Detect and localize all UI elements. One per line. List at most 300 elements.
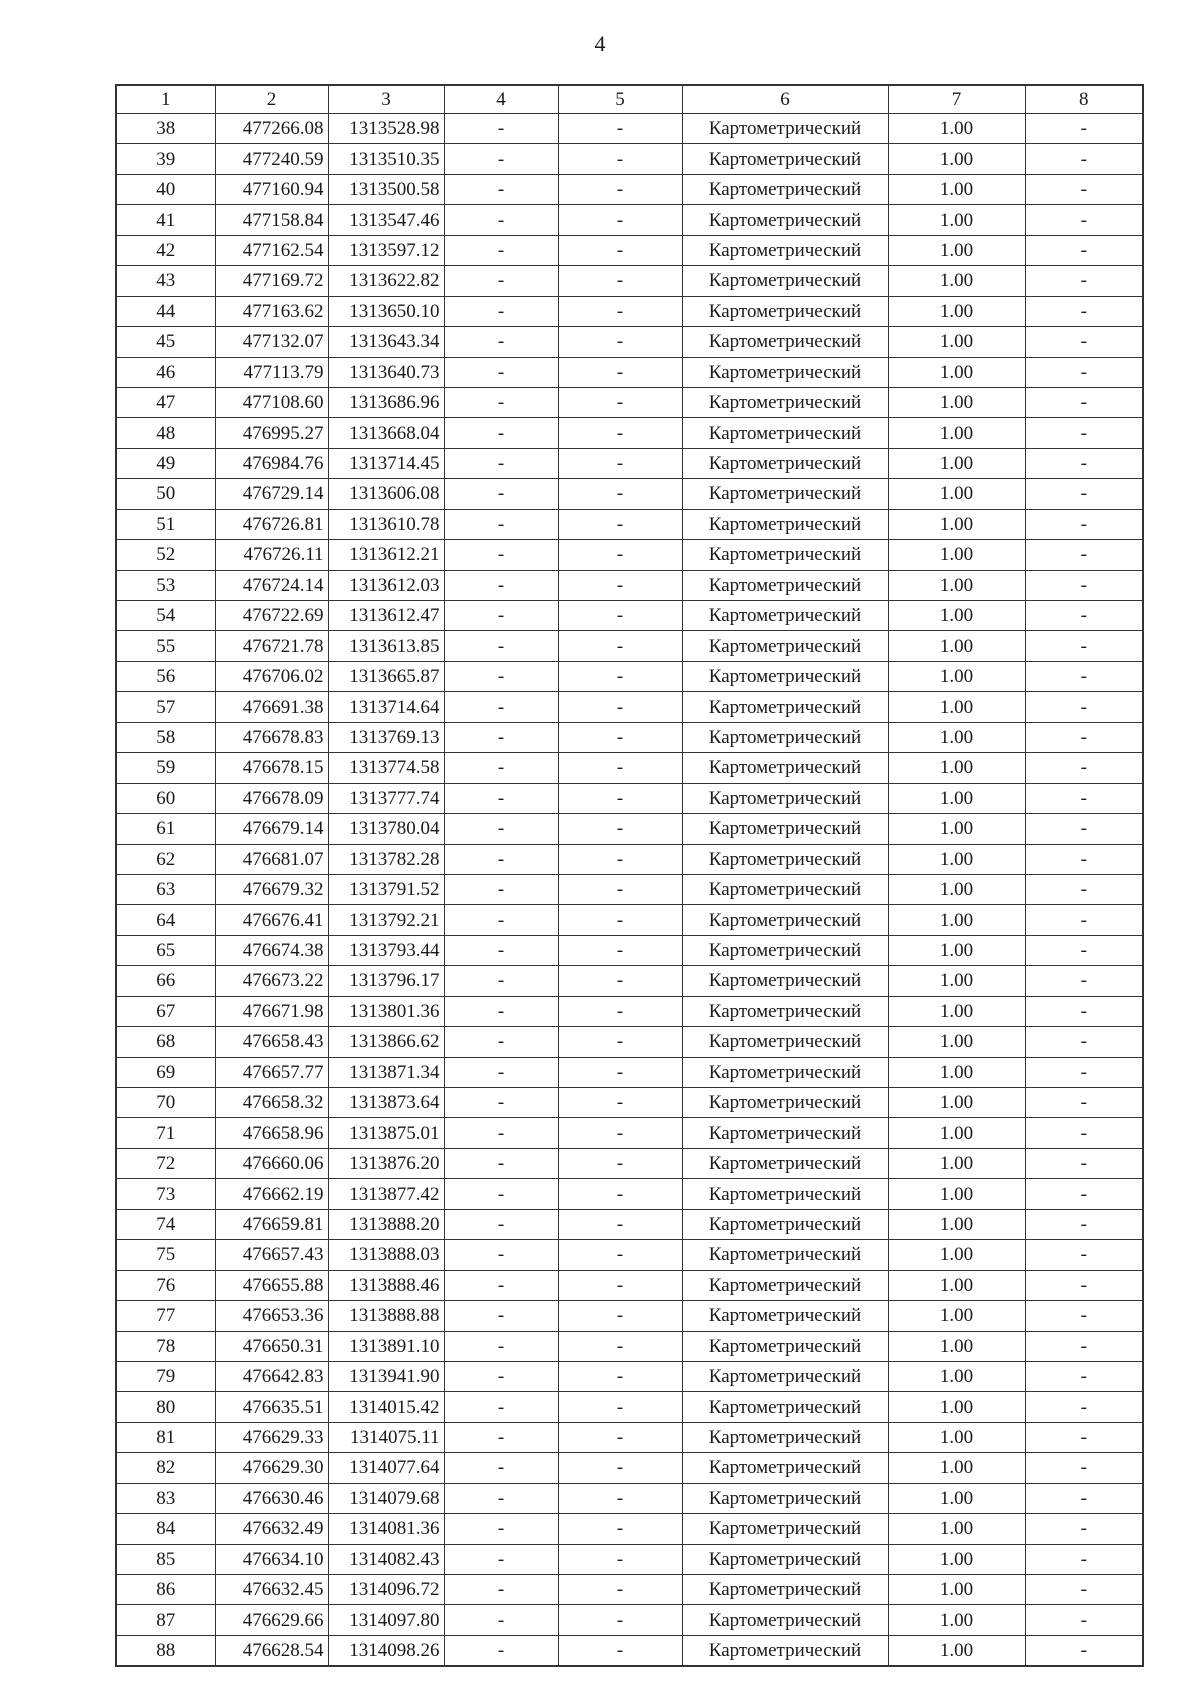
method-cell: Картометрический (682, 905, 888, 935)
point-number-cell: 79 (116, 1361, 215, 1391)
y-coordinate-cell: 1313612.21 (328, 540, 444, 570)
table-row (116, 266, 1143, 296)
accuracy-cell: 1.00 (888, 1635, 1025, 1666)
page-number: 4 (594, 31, 606, 56)
x-coordinate-cell: 476706.02 (215, 661, 328, 691)
accuracy-cell: 1.00 (888, 327, 1025, 357)
y-coordinate-cell: 1313547.46 (328, 205, 444, 235)
column-5-cell: - (558, 357, 682, 387)
accuracy-cell: 1.00 (888, 661, 1025, 691)
table-row (116, 844, 1143, 874)
column-8-cell: - (1025, 1635, 1143, 1666)
y-coordinate-cell: 1314098.26 (328, 1635, 444, 1666)
column-8-cell: - (1025, 844, 1143, 874)
column-5-cell: - (558, 114, 682, 144)
column-4-cell: - (444, 1544, 558, 1574)
column-4-cell: - (444, 1392, 558, 1422)
column-8-cell: - (1025, 296, 1143, 326)
point-number-cell: 88 (116, 1635, 215, 1666)
column-8-cell: - (1025, 966, 1143, 996)
y-coordinate-cell: 1313686.96 (328, 387, 444, 417)
column-8-cell: - (1025, 1209, 1143, 1239)
accuracy-cell: 1.00 (888, 1483, 1025, 1513)
accuracy-cell: 1.00 (888, 1392, 1025, 1422)
column-4-cell: - (444, 448, 558, 478)
table-row (116, 661, 1143, 691)
accuracy-cell: 1.00 (888, 1057, 1025, 1087)
x-coordinate-cell: 476671.98 (215, 996, 328, 1026)
column-4-cell: - (444, 966, 558, 996)
method-cell: Картометрический (682, 1331, 888, 1361)
table-row (116, 479, 1143, 509)
y-coordinate-cell: 1314079.68 (328, 1483, 444, 1513)
accuracy-cell: 1.00 (888, 1514, 1025, 1544)
accuracy-cell: 1.00 (888, 1361, 1025, 1391)
method-cell: Картометрический (682, 1240, 888, 1270)
accuracy-cell: 1.00 (888, 357, 1025, 387)
y-coordinate-cell: 1313622.82 (328, 266, 444, 296)
column-5-cell: - (558, 448, 682, 478)
x-coordinate-cell: 476678.09 (215, 783, 328, 813)
accuracy-cell: 1.00 (888, 1148, 1025, 1178)
method-cell: Картометрический (682, 509, 888, 539)
point-number-cell: 59 (116, 753, 215, 783)
column-8-cell: - (1025, 509, 1143, 539)
column-8-cell: - (1025, 722, 1143, 752)
column-5-cell: - (558, 1088, 682, 1118)
method-cell: Картометрический (682, 1575, 888, 1605)
y-coordinate-cell: 1313668.04 (328, 418, 444, 448)
x-coordinate-cell: 476678.15 (215, 753, 328, 783)
column-4-cell: - (444, 1605, 558, 1635)
method-cell: Картометрический (682, 1209, 888, 1239)
column-8-cell: - (1025, 327, 1143, 357)
accuracy-cell: 1.00 (888, 631, 1025, 661)
column-8-cell: - (1025, 1422, 1143, 1452)
x-coordinate-cell: 476691.38 (215, 692, 328, 722)
column-4-cell: - (444, 1635, 558, 1666)
x-coordinate-cell: 476722.69 (215, 601, 328, 631)
column-header: 8 (1025, 85, 1143, 114)
point-number-cell: 80 (116, 1392, 215, 1422)
column-8-cell: - (1025, 692, 1143, 722)
accuracy-cell: 1.00 (888, 296, 1025, 326)
column-4-cell: - (444, 1453, 558, 1483)
y-coordinate-cell: 1313528.98 (328, 114, 444, 144)
x-coordinate-cell: 476679.14 (215, 814, 328, 844)
accuracy-cell: 1.00 (888, 783, 1025, 813)
column-4-cell: - (444, 509, 558, 539)
x-coordinate-cell: 476659.81 (215, 1209, 328, 1239)
column-8-cell: - (1025, 601, 1143, 631)
x-coordinate-cell: 477158.84 (215, 205, 328, 235)
method-cell: Картометрический (682, 296, 888, 326)
column-5-cell: - (558, 1057, 682, 1087)
point-number-cell: 49 (116, 448, 215, 478)
point-number-cell: 47 (116, 387, 215, 417)
x-coordinate-cell: 476676.41 (215, 905, 328, 935)
y-coordinate-cell: 1313769.13 (328, 722, 444, 752)
point-number-cell: 76 (116, 1270, 215, 1300)
accuracy-cell: 1.00 (888, 540, 1025, 570)
method-cell: Картометрический (682, 144, 888, 174)
method-cell: Картометрический (682, 814, 888, 844)
accuracy-cell: 1.00 (888, 235, 1025, 265)
method-cell: Картометрический (682, 753, 888, 783)
column-5-cell: - (558, 814, 682, 844)
y-coordinate-cell: 1313866.62 (328, 1027, 444, 1057)
x-coordinate-cell: 476658.96 (215, 1118, 328, 1148)
method-cell: Картометрический (682, 722, 888, 752)
table-row (116, 692, 1143, 722)
column-8-cell: - (1025, 357, 1143, 387)
table-row (116, 114, 1143, 144)
y-coordinate-cell: 1313875.01 (328, 1118, 444, 1148)
table-row (116, 1179, 1143, 1209)
x-coordinate-cell: 476655.88 (215, 1270, 328, 1300)
y-coordinate-cell: 1314081.36 (328, 1514, 444, 1544)
column-4-cell: - (444, 844, 558, 874)
x-coordinate-cell: 476679.32 (215, 874, 328, 904)
column-4-cell: - (444, 570, 558, 600)
point-number-cell: 78 (116, 1331, 215, 1361)
column-5-cell: - (558, 1483, 682, 1513)
accuracy-cell: 1.00 (888, 387, 1025, 417)
x-coordinate-cell: 476634.10 (215, 1544, 328, 1574)
x-coordinate-cell: 476724.14 (215, 570, 328, 600)
method-cell: Картометрический (682, 1361, 888, 1391)
column-4-cell: - (444, 996, 558, 1026)
y-coordinate-cell: 1313888.46 (328, 1270, 444, 1300)
column-8-cell: - (1025, 1575, 1143, 1605)
column-8-cell: - (1025, 814, 1143, 844)
point-number-cell: 61 (116, 814, 215, 844)
y-coordinate-cell: 1314075.11 (328, 1422, 444, 1452)
column-header: 7 (888, 85, 1025, 114)
point-number-cell: 44 (116, 296, 215, 326)
accuracy-cell: 1.00 (888, 753, 1025, 783)
y-coordinate-cell: 1313796.17 (328, 966, 444, 996)
accuracy-cell: 1.00 (888, 1118, 1025, 1148)
column-5-cell: - (558, 327, 682, 357)
x-coordinate-cell: 476632.45 (215, 1575, 328, 1605)
column-8-cell: - (1025, 1027, 1143, 1057)
column-5-cell: - (558, 1635, 682, 1666)
point-number-cell: 39 (116, 144, 215, 174)
point-number-cell: 55 (116, 631, 215, 661)
x-coordinate-cell: 477132.07 (215, 327, 328, 357)
column-5-cell: - (558, 479, 682, 509)
method-cell: Картометрический (682, 1301, 888, 1331)
accuracy-cell: 1.00 (888, 814, 1025, 844)
table-row (116, 966, 1143, 996)
method-cell: Картометрический (682, 966, 888, 996)
y-coordinate-cell: 1313876.20 (328, 1148, 444, 1178)
column-4-cell: - (444, 327, 558, 357)
method-cell: Картометрический (682, 418, 888, 448)
column-8-cell: - (1025, 479, 1143, 509)
method-cell: Картометрический (682, 114, 888, 144)
accuracy-cell: 1.00 (888, 570, 1025, 600)
x-coordinate-cell: 477240.59 (215, 144, 328, 174)
accuracy-cell: 1.00 (888, 1453, 1025, 1483)
column-8-cell: - (1025, 1361, 1143, 1391)
table-row (116, 448, 1143, 478)
accuracy-cell: 1.00 (888, 1179, 1025, 1209)
column-8-cell: - (1025, 1453, 1143, 1483)
x-coordinate-cell: 477160.94 (215, 174, 328, 204)
x-coordinate-cell: 476674.38 (215, 935, 328, 965)
column-header: 1 (116, 85, 215, 114)
x-coordinate-cell: 476673.22 (215, 966, 328, 996)
column-8-cell: - (1025, 1605, 1143, 1635)
x-coordinate-cell: 476629.30 (215, 1453, 328, 1483)
point-number-cell: 62 (116, 844, 215, 874)
table-row (116, 1240, 1143, 1270)
method-cell: Картометрический (682, 266, 888, 296)
point-number-cell: 65 (116, 935, 215, 965)
x-coordinate-cell: 476657.77 (215, 1057, 328, 1087)
column-4-cell: - (444, 905, 558, 935)
column-5-cell: - (558, 874, 682, 904)
column-4-cell: - (444, 1179, 558, 1209)
column-4-cell: - (444, 1240, 558, 1270)
table-row (116, 540, 1143, 570)
method-cell: Картометрический (682, 1148, 888, 1178)
accuracy-cell: 1.00 (888, 996, 1025, 1026)
method-cell: Картометрический (682, 1514, 888, 1544)
column-8-cell: - (1025, 235, 1143, 265)
column-5-cell: - (558, 235, 682, 265)
column-4-cell: - (444, 235, 558, 265)
y-coordinate-cell: 1313606.08 (328, 479, 444, 509)
column-8-cell: - (1025, 996, 1143, 1026)
accuracy-cell: 1.00 (888, 266, 1025, 296)
column-8-cell: - (1025, 418, 1143, 448)
accuracy-cell: 1.00 (888, 966, 1025, 996)
column-4-cell: - (444, 1301, 558, 1331)
x-coordinate-cell: 476632.49 (215, 1514, 328, 1544)
column-5-cell: - (558, 966, 682, 996)
accuracy-cell: 1.00 (888, 418, 1025, 448)
column-4-cell: - (444, 753, 558, 783)
method-cell: Картометрический (682, 1483, 888, 1513)
table-row (116, 814, 1143, 844)
column-4-cell: - (444, 114, 558, 144)
column-5-cell: - (558, 296, 682, 326)
column-5-cell: - (558, 1027, 682, 1057)
x-coordinate-cell: 476984.76 (215, 448, 328, 478)
column-4-cell: - (444, 266, 558, 296)
table-row (116, 1635, 1143, 1666)
accuracy-cell: 1.00 (888, 205, 1025, 235)
column-4-cell: - (444, 692, 558, 722)
column-header: 5 (558, 85, 682, 114)
accuracy-cell: 1.00 (888, 509, 1025, 539)
y-coordinate-cell: 1313793.44 (328, 935, 444, 965)
column-4-cell: - (444, 1148, 558, 1178)
method-cell: Картометрический (682, 448, 888, 478)
column-5-cell: - (558, 1453, 682, 1483)
method-cell: Картометрический (682, 1118, 888, 1148)
table-row (116, 296, 1143, 326)
table-row (116, 1301, 1143, 1331)
coordinates-table (115, 84, 1144, 1667)
column-5-cell: - (558, 1331, 682, 1361)
method-cell: Картометрический (682, 661, 888, 691)
y-coordinate-cell: 1313650.10 (328, 296, 444, 326)
x-coordinate-cell: 476657.43 (215, 1240, 328, 1270)
column-5-cell: - (558, 205, 682, 235)
column-header: 3 (328, 85, 444, 114)
x-coordinate-cell: 476726.11 (215, 540, 328, 570)
column-8-cell: - (1025, 1270, 1143, 1300)
column-4-cell: - (444, 1483, 558, 1513)
column-5-cell: - (558, 540, 682, 570)
method-cell: Картометрический (682, 1635, 888, 1666)
column-5-cell: - (558, 1605, 682, 1635)
method-cell: Картометрический (682, 174, 888, 204)
column-4-cell: - (444, 1118, 558, 1148)
accuracy-cell: 1.00 (888, 479, 1025, 509)
table-row (116, 1057, 1143, 1087)
table-row (116, 570, 1143, 600)
x-coordinate-cell: 476658.32 (215, 1088, 328, 1118)
point-number-cell: 40 (116, 174, 215, 204)
column-4-cell: - (444, 357, 558, 387)
column-4-cell: - (444, 1361, 558, 1391)
column-5-cell: - (558, 601, 682, 631)
point-number-cell: 38 (116, 114, 215, 144)
point-number-cell: 85 (116, 1544, 215, 1574)
column-5-cell: - (558, 692, 682, 722)
method-cell: Картометрический (682, 479, 888, 509)
column-4-cell: - (444, 874, 558, 904)
x-coordinate-cell: 476635.51 (215, 1392, 328, 1422)
method-cell: Картометрический (682, 935, 888, 965)
x-coordinate-cell: 476653.36 (215, 1301, 328, 1331)
point-number-cell: 41 (116, 205, 215, 235)
method-cell: Картометрический (682, 1270, 888, 1300)
accuracy-cell: 1.00 (888, 144, 1025, 174)
column-4-cell: - (444, 1027, 558, 1057)
y-coordinate-cell: 1313871.34 (328, 1057, 444, 1087)
x-coordinate-cell: 477113.79 (215, 357, 328, 387)
column-5-cell: - (558, 1118, 682, 1148)
x-coordinate-cell: 476662.19 (215, 1179, 328, 1209)
x-coordinate-cell: 476995.27 (215, 418, 328, 448)
table-row (116, 1392, 1143, 1422)
table-row (116, 1605, 1143, 1635)
x-coordinate-cell: 476729.14 (215, 479, 328, 509)
point-number-cell: 83 (116, 1483, 215, 1513)
accuracy-cell: 1.00 (888, 601, 1025, 631)
point-number-cell: 53 (116, 570, 215, 600)
point-number-cell: 51 (116, 509, 215, 539)
method-cell: Картометрический (682, 874, 888, 904)
column-4-cell: - (444, 540, 558, 570)
y-coordinate-cell: 1313612.03 (328, 570, 444, 600)
table-row (116, 357, 1143, 387)
method-cell: Картометрический (682, 783, 888, 813)
column-5-cell: - (558, 783, 682, 813)
method-cell: Картометрический (682, 1057, 888, 1087)
accuracy-cell: 1.00 (888, 905, 1025, 935)
column-8-cell: - (1025, 631, 1143, 661)
y-coordinate-cell: 1314097.80 (328, 1605, 444, 1635)
column-4-cell: - (444, 174, 558, 204)
point-number-cell: 87 (116, 1605, 215, 1635)
y-coordinate-cell: 1313888.03 (328, 1240, 444, 1270)
column-4-cell: - (444, 601, 558, 631)
point-number-cell: 63 (116, 874, 215, 904)
column-4-cell: - (444, 205, 558, 235)
x-coordinate-cell: 477169.72 (215, 266, 328, 296)
column-4-cell: - (444, 722, 558, 752)
point-number-cell: 52 (116, 540, 215, 570)
column-8-cell: - (1025, 905, 1143, 935)
method-cell: Картометрический (682, 1605, 888, 1635)
column-5-cell: - (558, 266, 682, 296)
point-number-cell: 84 (116, 1514, 215, 1544)
column-8-cell: - (1025, 1148, 1143, 1178)
x-coordinate-cell: 477108.60 (215, 387, 328, 417)
column-4-cell: - (444, 661, 558, 691)
table-row (116, 235, 1143, 265)
point-number-cell: 48 (116, 418, 215, 448)
method-cell: Картометрический (682, 540, 888, 570)
column-5-cell: - (558, 387, 682, 417)
y-coordinate-cell: 1313597.12 (328, 235, 444, 265)
x-coordinate-cell: 476628.54 (215, 1635, 328, 1666)
table-row (116, 144, 1143, 174)
column-4-cell: - (444, 1514, 558, 1544)
x-coordinate-cell: 477162.54 (215, 235, 328, 265)
method-cell: Картометрический (682, 1088, 888, 1118)
point-number-cell: 86 (116, 1575, 215, 1605)
column-4-cell: - (444, 1088, 558, 1118)
x-coordinate-cell: 476721.78 (215, 631, 328, 661)
accuracy-cell: 1.00 (888, 1209, 1025, 1239)
column-5-cell: - (558, 844, 682, 874)
x-coordinate-cell: 476660.06 (215, 1148, 328, 1178)
column-8-cell: - (1025, 1301, 1143, 1331)
point-number-cell: 71 (116, 1118, 215, 1148)
column-4-cell: - (444, 418, 558, 448)
column-8-cell: - (1025, 1392, 1143, 1422)
accuracy-cell: 1.00 (888, 844, 1025, 874)
column-4-cell: - (444, 631, 558, 661)
accuracy-cell: 1.00 (888, 1270, 1025, 1300)
table-row (116, 418, 1143, 448)
column-8-cell: - (1025, 144, 1143, 174)
x-coordinate-cell: 476629.66 (215, 1605, 328, 1635)
table-row (116, 1270, 1143, 1300)
y-coordinate-cell: 1313801.36 (328, 996, 444, 1026)
method-cell: Картометрический (682, 357, 888, 387)
table-body (116, 114, 1143, 1667)
column-5-cell: - (558, 905, 682, 935)
x-coordinate-cell: 476658.43 (215, 1027, 328, 1057)
y-coordinate-cell: 1313510.35 (328, 144, 444, 174)
column-5-cell: - (558, 935, 682, 965)
accuracy-cell: 1.00 (888, 874, 1025, 904)
table-row (116, 509, 1143, 539)
point-number-cell: 56 (116, 661, 215, 691)
accuracy-cell: 1.00 (888, 114, 1025, 144)
point-number-cell: 64 (116, 905, 215, 935)
method-cell: Картометрический (682, 235, 888, 265)
